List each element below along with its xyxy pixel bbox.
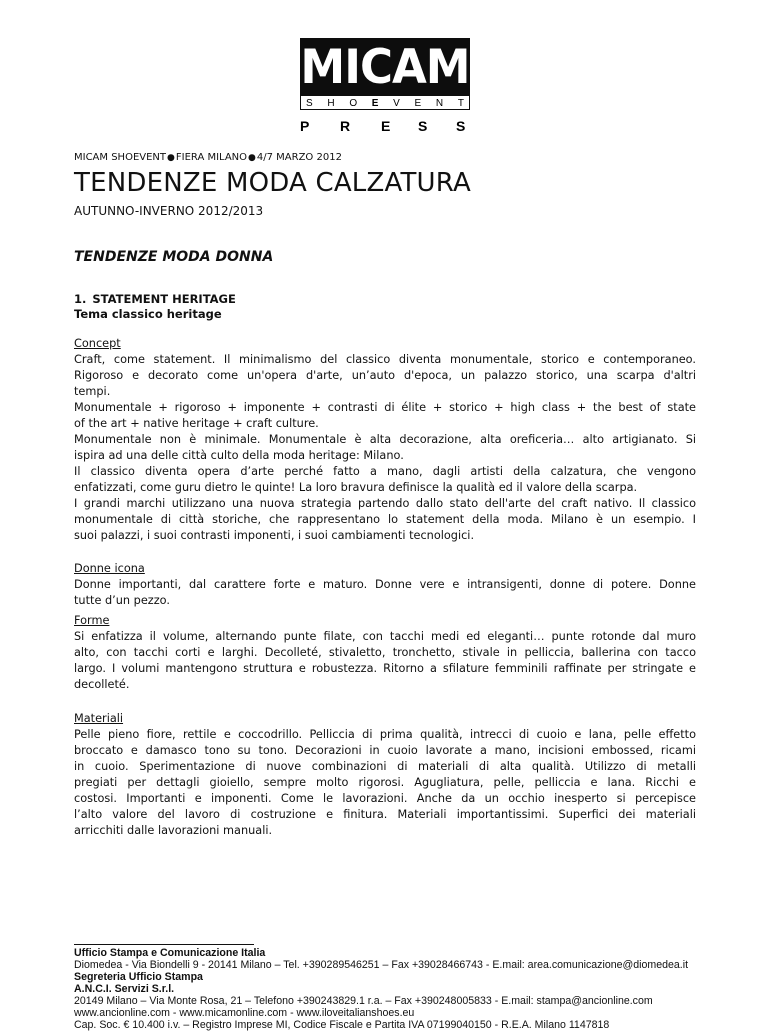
logo-subtitle-letter: N xyxy=(435,98,444,109)
logo-subtitle-letter: E xyxy=(371,98,379,109)
paragraph-line: Pelle pieno fiore, rettile e coccodrillo. Pelliccia di prima qualità, intrecci di cuoio e lana, pelle effetto xyxy=(74,728,696,741)
event-venue: FIERA MILANO xyxy=(175,152,248,163)
logo-subtitle xyxy=(300,98,470,109)
footer-websites: www.ancionline.com - www.micamonline.com - www.iloveitalianshoes.eu xyxy=(74,1007,415,1019)
footer-company-name: A.N.C.I. Servizi S.r.l. xyxy=(74,983,175,995)
footer-office-contacts: Diomedea - Via Biondelli 9 - 20141 Milano – Tel. +390289546251 – Fax +39028466743 - E.mail: area.comunicazione@diomedea.it xyxy=(74,959,689,971)
footer xyxy=(74,947,714,1031)
paragraph-line: l’alto valore del lavoro di costruzione e finitura. Materiali importantissimi. Superfici dei materiali xyxy=(74,808,696,821)
paragraph-line: alto, con tacchi corti e larghi. Decolleté, stivaletto, tronchetto, stivale in pelliccia, ballerina con tacco xyxy=(74,646,696,659)
concept-section xyxy=(74,336,696,544)
footer-office-title: Ufficio Stampa e Comunicazione Italia xyxy=(74,947,266,959)
paragraph-line: Craft, come statement. Il minimalismo del classico diventa monumentale, storico e contemporaneo. xyxy=(74,353,696,366)
bullet-icon: ● xyxy=(167,153,175,163)
paragraph-line: tempi. xyxy=(74,385,111,398)
paragraph-line: costosi. Importanti e imponenti. Come le lavorazioni. Anche da un occhio inesperto si percepisce xyxy=(74,792,696,805)
logo-subtitle-letter: E xyxy=(414,98,422,109)
theme-name: STATEMENT HERITAGE xyxy=(92,292,236,306)
footer-company-contacts: 20149 Milano – Via Monte Rosa, 21 – Telefono +390243829.1 r.a. – Fax +390248005833 - E.mail: stampa@ancionline.com xyxy=(74,995,653,1007)
paragraph-line: in cuoio. Sperimentazione di nuove combinazioni di materiali di alta qualità. Utilizzo di metalli xyxy=(74,760,696,773)
paragraph-line: ispira ad una delle città culto della moda heritage: Milano. xyxy=(74,449,404,462)
bullet-icon: ● xyxy=(248,153,256,163)
season-subtitle: AUTUNNO-INVERNO 2012/2013 xyxy=(74,204,264,218)
paragraph-line: Si enfatizza il volume, alternando punte filate, con tacchi medi ed eleganti… punte rotonde dal muro xyxy=(74,630,696,643)
paragraph-line: I grandi marchi utilizzano una nuova strategia partendo dallo stato dell'arte del craft nativo. Il classico xyxy=(74,497,696,510)
donne-icona-heading: Donne icona xyxy=(74,562,145,575)
paragraph-line: arricchiti dalle lavorazioni manuali. xyxy=(74,824,273,837)
theme-number: 1. xyxy=(74,292,87,306)
paragraph-line: Monumentale + rigoroso + imponente + contrasti di élite + storico + high class + the best of state xyxy=(74,401,696,414)
paragraph-line: Monumentale non è minimale. Monumentale è alta decorazione, alta oreficeria… alto artigianato. Si xyxy=(74,433,696,446)
paragraph-line: of the art + native heritage + craft culture. xyxy=(74,417,319,430)
donne-icona-section xyxy=(74,561,696,609)
logo-subtitle-letter: V xyxy=(393,98,400,109)
press-letter: E xyxy=(381,118,391,134)
press-letter: P xyxy=(300,118,310,134)
press-letter: S xyxy=(418,118,428,134)
press-label xyxy=(300,118,470,136)
logo-subtitle-letter: H xyxy=(327,98,335,109)
press-letter: R xyxy=(340,118,351,134)
logo-subtitle-letter: T xyxy=(457,98,464,109)
paragraph-line: tutte d’un pezzo. xyxy=(74,594,170,607)
paragraph-line: Il classico diventa opera d’arte perché fatto a mano, dagli artisti della calzatura, che vengono xyxy=(74,465,696,478)
logo-wordmark: MICAM xyxy=(300,38,470,95)
section-title: TENDENZE MODA DONNA xyxy=(74,249,274,265)
paragraph-line: Donne importanti, dal carattere forte e maturo. Donne vere e intransigenti, donne di potere. Donne xyxy=(74,578,696,591)
paragraph-line: pregiati per dettagli gioiello, sempre molto rigorosi. Agugliatura, pelle, pelliccia e lana. Ricchi e xyxy=(74,776,696,789)
paragraph-line: Rigoroso e decorato come un'opera d'arte, un’auto d'epoca, un palazzo storico, una scarpa d'altri xyxy=(74,369,696,382)
document-title: TENDENZE MODA CALZATURA xyxy=(74,168,471,198)
paragraph-line: largo. I volumi mantengono struttura e robustezza. Ritorno a sfilature femminili raffinate per stringate e xyxy=(74,662,696,675)
logo-subtitle-letter: O xyxy=(349,98,358,109)
paragraph-line: broccato e damasco tono su tono. Decorazioni in cuoio lavorate a mano, incisioni embossed, ricami xyxy=(74,744,696,757)
event-date: 4/7 MARZO 2012 xyxy=(256,152,342,163)
materiali-heading: Materiali xyxy=(74,712,124,725)
theme-subheading: Tema classico heritage xyxy=(74,307,222,321)
paragraph-line: monumentale di città storiche, che rappresentano lo statement della moda. Milano è un esempio. I xyxy=(74,513,696,526)
paragraph-line: suoi palazzi, i suoi contrasti imponenti, i suoi cambiamenti tecnologici. xyxy=(74,529,475,542)
micam-logo xyxy=(300,38,470,110)
paragraph-line: enfatizzati, come guru dietro le quinte! La loro bravura definisce la qualità ed il valore della scarpa. xyxy=(74,481,638,494)
footer-legal: Cap. Soc. € 10.400 i.v. – Registro Imprese MI, Codice Fiscale e Partita IVA 07199040150 - R.E.A. Milano 1147818 xyxy=(74,1019,610,1031)
forme-section xyxy=(74,613,696,693)
concept-heading: Concept xyxy=(74,337,121,350)
paragraph-line: decolleté. xyxy=(74,678,130,691)
materiali-section xyxy=(74,711,696,839)
footer-divider xyxy=(74,944,254,945)
press-letter: S xyxy=(456,118,466,134)
event-name: MICAM SHOEVENT xyxy=(74,152,167,163)
forme-heading: Forme xyxy=(74,614,110,627)
footer-secretary-title: Segreteria Ufficio Stampa xyxy=(74,971,203,983)
event-line xyxy=(74,152,342,163)
logo-subtitle-letter: S xyxy=(306,98,313,109)
theme-heading xyxy=(74,292,236,307)
